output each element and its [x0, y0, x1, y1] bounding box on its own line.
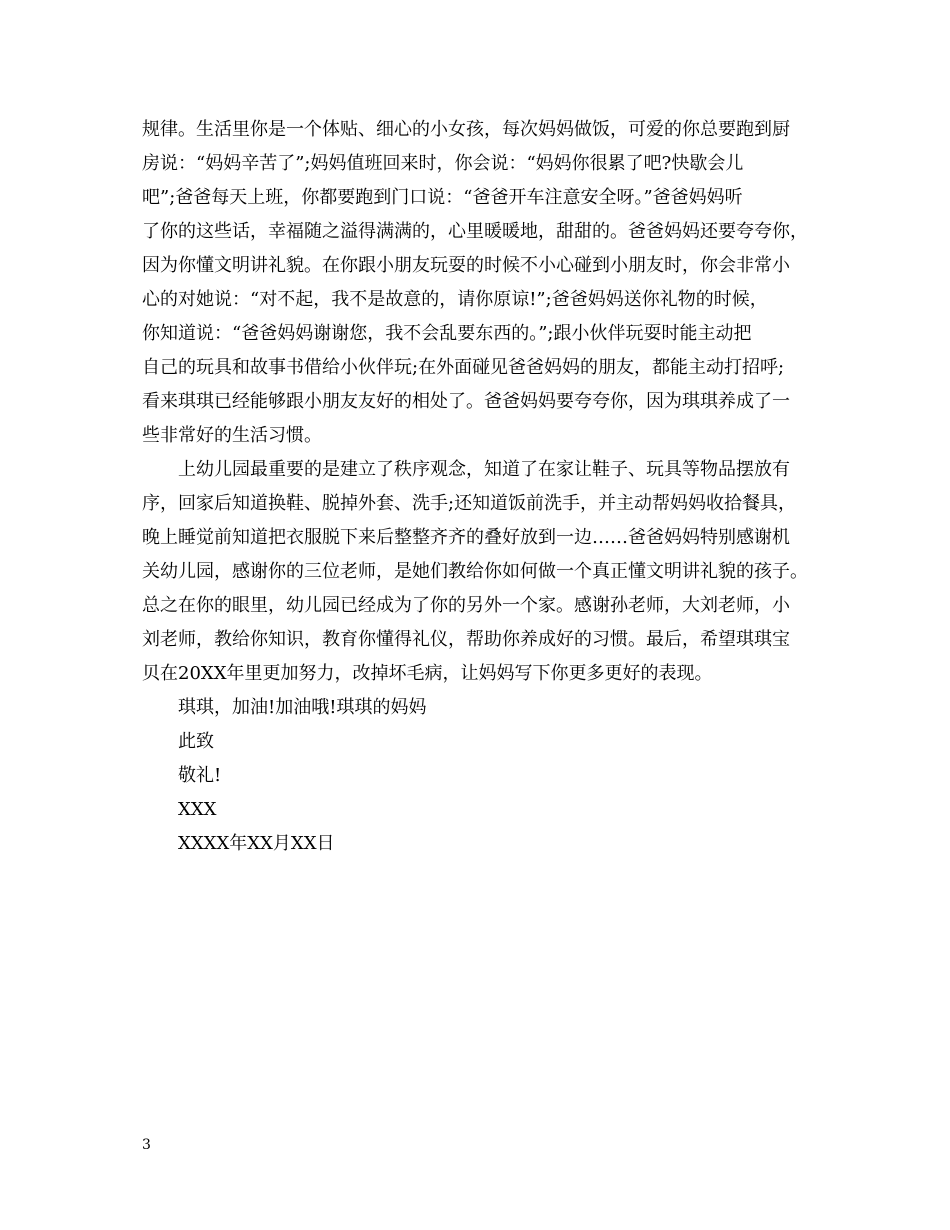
- text-line: 心的对她说：“对不起，我不是故意的，请你原谅!”;爸爸妈妈送你礼物的时候，: [142, 289, 768, 310]
- paragraph-start-line: 上幼儿园最重要的是建立了秩序观念，知道了在家让鞋子、玩具等物品摆放有: [178, 459, 790, 480]
- text-line: 房说：“妈妈辛苦了”;妈妈值班回来时，你会说：“妈妈你很累了吧?快歇会儿: [142, 153, 744, 174]
- text-line: 总之在你的眼里，幼儿园已经成为了你的另外一个家。感谢孙老师，大刘老师，小: [142, 595, 790, 616]
- page-number: 3: [142, 1137, 151, 1153]
- text-line: 贝在20XX年里更加努力，改掉坏毛病，让妈妈写下你更多更好的表现。: [142, 663, 713, 684]
- date-line: XXXX年XX月XX日: [178, 833, 335, 854]
- text-line: 序，回家后知道换鞋、脱掉外套、洗手;还知道饭前洗手，并主动帮妈妈收拾餐具，: [142, 493, 797, 514]
- text-line: 吧”;爸爸每天上班，你都要跑到门口说：“爸爸开车注意安全呀。”爸爸妈妈听: [142, 187, 743, 208]
- text-line: 你知道说：“爸爸妈妈谢谢您，我不会乱要东西的。”;跟小伙伴玩耍时能主动把: [142, 323, 752, 344]
- text-line: 了你的这些话，幸福随之溢得满满的，心里暖暖地，甜甜的。爸爸妈妈还要夸夸你，: [142, 221, 808, 242]
- text-line: 些非常好的生活习惯。: [142, 425, 322, 446]
- text-line: 看来琪琪已经能够跟小朋友友好的相处了。爸爸妈妈要夸夸你，因为琪琪养成了一: [142, 391, 790, 412]
- text-line: 关幼儿园，感谢你的三位老师，是她们教给你如何做一个真正懂文明讲礼貌的孩子。: [142, 561, 808, 582]
- salutation-line: 此致: [178, 731, 214, 752]
- text-line: 自己的玩具和故事书借给小伙伴玩;在外面碰见爸爸妈妈的朋友，都能主动打招呼;: [142, 357, 785, 378]
- text-line: 晚上睡觉前知道把衣服脱下来后整整齐齐的叠好放到一边……爸爸妈妈特别感谢机: [142, 527, 790, 548]
- regards-line: 敬礼!: [178, 765, 222, 786]
- text-line: 规律。生活里你是一个体贴、细心的小女孩，每次妈妈做饭，可爱的你总要跑到厨: [142, 119, 790, 140]
- text-line: 因为你懂文明讲礼貌。在你跟小朋友玩耍的时候不小心碰到小朋友时，你会非常小: [142, 255, 790, 276]
- signature-line: XXX: [178, 799, 217, 820]
- closing-line: 琪琪，加油!加油哦!琪琪的妈妈: [178, 697, 427, 718]
- text-line: 刘老师，教给你知识，教育你懂得礼仪，帮助你养成好的习惯。最后，希望琪琪宝: [142, 629, 790, 650]
